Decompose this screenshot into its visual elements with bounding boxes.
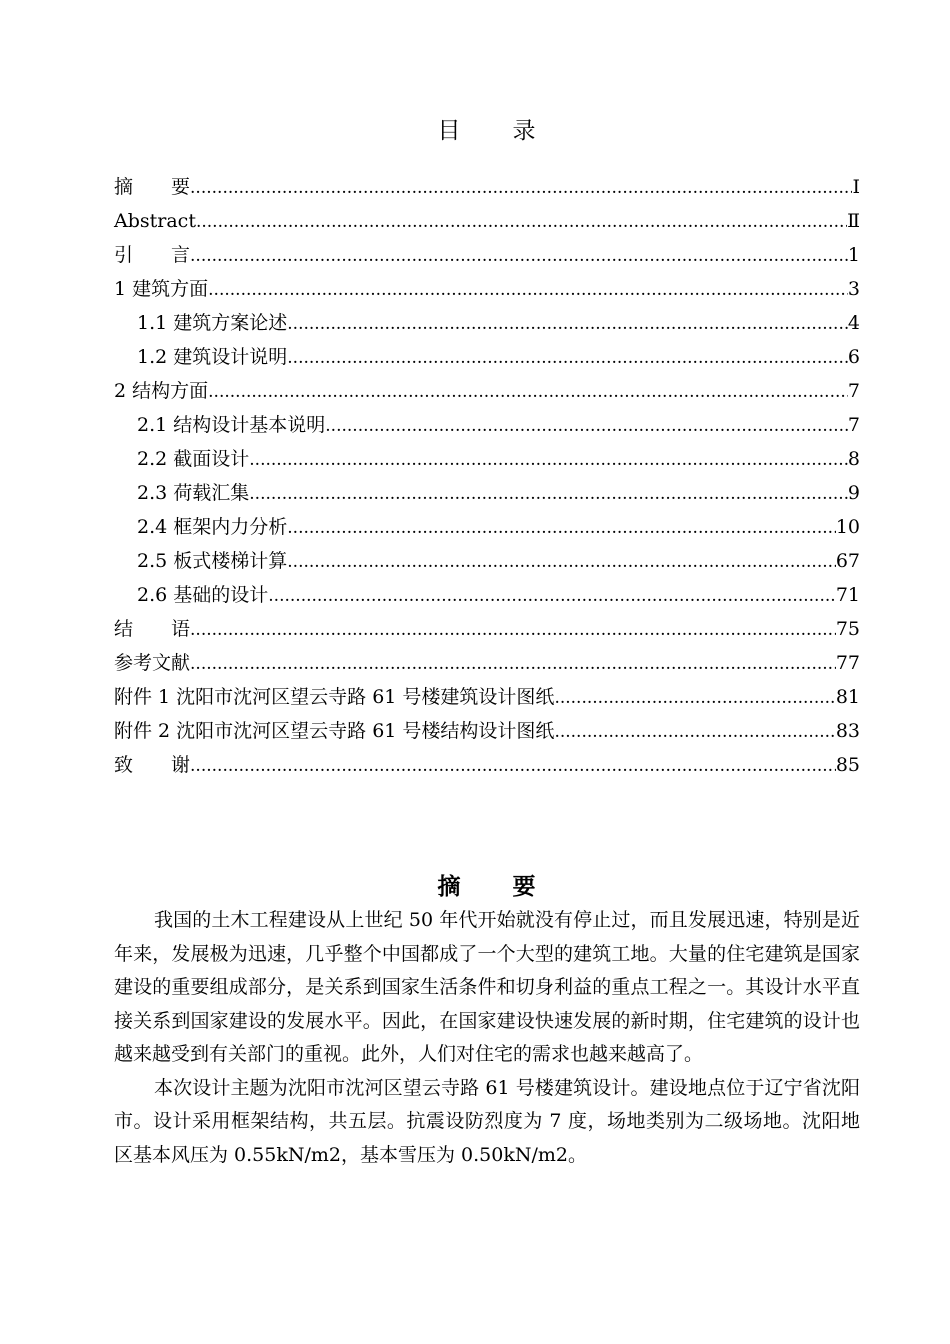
toc-entry-label: 结 语 <box>114 618 191 640</box>
toc-entry[interactable] <box>114 272 860 306</box>
toc-entry-label: 引 言 <box>114 244 191 266</box>
toc-entry[interactable] <box>114 476 860 510</box>
toc-leader-dots <box>208 375 848 409</box>
toc-entry[interactable] <box>114 170 860 204</box>
toc-leader-dots <box>208 273 848 307</box>
toc-entry-label: 附件 2 沈阳市沈河区望云寺路 61 号楼结构设计图纸 <box>114 720 555 742</box>
toc-entry[interactable] <box>114 408 860 442</box>
toc-entry[interactable] <box>114 374 860 408</box>
toc-entry[interactable] <box>114 510 860 544</box>
toc-leader-dots <box>268 579 836 613</box>
toc-entry-page: 7 <box>847 380 860 402</box>
toc-entry-label: 致 谢 <box>114 754 191 776</box>
toc-entry-label: 2 结构方面 <box>114 380 209 402</box>
toc-entry-page: 3 <box>847 278 860 300</box>
toc-leader-dots <box>190 613 836 647</box>
toc-entry-page: 81 <box>835 686 860 708</box>
toc-entry-page: I <box>852 176 860 198</box>
toc-entry[interactable] <box>114 714 860 748</box>
toc-leader-dots <box>554 715 835 749</box>
abstract-title: 摘 要 <box>437 873 538 900</box>
toc-entry-label: 1 建筑方面 <box>114 278 209 300</box>
toc-leader-dots <box>249 443 848 477</box>
toc-entry-page: Ⅱ <box>847 210 860 232</box>
toc-entry-page: 1 <box>847 244 860 266</box>
toc-entry-label: 1.1 建筑方案论述 <box>137 312 288 334</box>
toc-entry-page: 77 <box>835 652 860 674</box>
toc-entry[interactable] <box>114 612 860 646</box>
toc-entry-label: Abstract <box>114 210 196 232</box>
toc-entry-label: 附件 1 沈阳市沈河区望云寺路 61 号楼建筑设计图纸 <box>114 686 555 708</box>
toc-entry[interactable] <box>114 204 860 238</box>
toc-entry-page: 7 <box>847 414 860 436</box>
toc-entry-label: 参考文献 <box>114 652 191 674</box>
toc-entry-label: 2.5 板式楼梯计算 <box>137 550 288 572</box>
abstract-paragraph: 我国的土木工程建设从上世纪 50 年代开始就没有停止过，而且发展迅速，特别是近年来，发展极为迅速，几乎整个中国都成了一个大型的建筑工地。大量的住宅建筑是国家建设的重要组成部分，是关系到国家生活条件和切身利益的重点工程之一。其设计水平直接关系到国家建设的发展水平。因此，在国家建设快速发展的新时期，住宅建筑的设计也越来越受到有关部门的重视。此外，人们对住宅的需求也越来越高了。 <box>114 909 860 1065</box>
toc-entry-label: 1.2 建筑设计说明 <box>137 346 288 368</box>
toc-entry-label: 2.2 截面设计 <box>137 448 250 470</box>
toc-leader-dots <box>190 171 852 205</box>
abstract-body <box>114 904 860 1172</box>
toc-entry[interactable] <box>114 646 860 680</box>
toc-entry[interactable] <box>114 238 860 272</box>
toc-entry[interactable] <box>114 748 860 782</box>
toc-leader-dots <box>287 511 836 545</box>
toc-entry-label: 摘 要 <box>114 176 191 198</box>
toc-entry[interactable] <box>114 680 860 714</box>
toc-leader-dots <box>190 239 848 273</box>
toc-entry-page: 85 <box>835 754 860 776</box>
toc-leader-dots <box>190 749 836 783</box>
toc-leader-dots <box>287 307 848 341</box>
toc-leader-dots <box>554 681 835 715</box>
toc-entry[interactable] <box>114 442 860 476</box>
toc-entry-page: 75 <box>835 618 860 640</box>
toc-entry-page: 6 <box>847 346 860 368</box>
toc-entry-page: 83 <box>835 720 860 742</box>
toc-entry-page: 4 <box>847 312 860 334</box>
toc-entry-page: 10 <box>835 516 860 538</box>
toc-title: 目 录 <box>437 118 538 144</box>
toc-leader-dots <box>249 477 848 511</box>
toc-entry-page: 9 <box>847 482 860 504</box>
toc-entry-page: 71 <box>835 584 860 606</box>
toc-entry-label: 2.1 结构设计基本说明 <box>137 414 326 436</box>
toc-leader-dots <box>325 409 848 443</box>
toc-entry[interactable] <box>114 544 860 578</box>
toc-leader-dots <box>196 205 847 239</box>
toc-entry[interactable] <box>114 578 860 612</box>
toc-entry-page: 8 <box>847 448 860 470</box>
abstract-paragraph: 本次设计主题为沈阳市沈河区望云寺路 61 号楼建筑设计。建设地点位于辽宁省沈阳市。设计采用框架结构，共五层。抗震设防烈度为 7 度，场地类别为二级场地。沈阳地区基本风压为 0.55kN/m2，基本雪压为 0.50kN/m2。 <box>114 1076 860 1166</box>
toc-entry-page: 67 <box>835 550 860 572</box>
toc-entry[interactable] <box>114 340 860 374</box>
toc-leader-dots <box>287 341 848 375</box>
toc-entry-label: 2.4 框架内力分析 <box>137 516 288 538</box>
toc-entry-label: 2.3 荷载汇集 <box>137 482 250 504</box>
toc-leader-dots <box>287 545 836 579</box>
toc-entry-label: 2.6 基础的设计 <box>137 584 269 606</box>
table-of-contents <box>114 170 860 782</box>
toc-leader-dots <box>190 647 836 681</box>
toc-entry[interactable] <box>114 306 860 340</box>
